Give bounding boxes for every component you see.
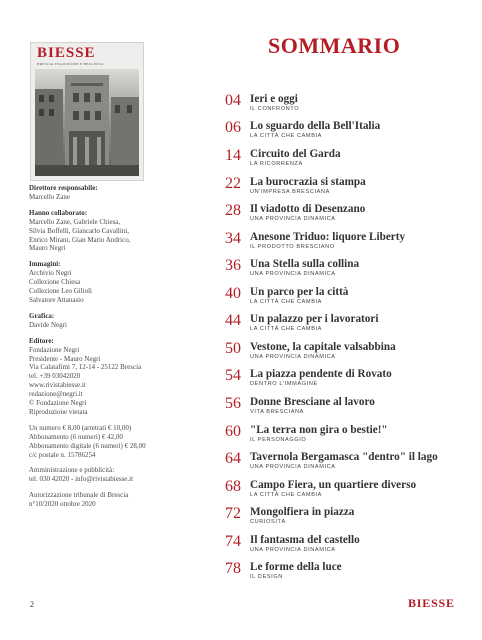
- toc-category: LA CITTÀ CHE CAMBIA: [250, 492, 323, 498]
- toc-entry[interactable]: [205, 175, 465, 199]
- toc-title: Un parco per la città: [250, 286, 349, 298]
- cover-subtitle: BRESCIA TRADIZIONE E BELLEZZA: [37, 62, 104, 66]
- toc-page-number: 54: [225, 367, 241, 384]
- toc-entry[interactable]: [205, 202, 465, 226]
- toc-category: UNA PROVINCIA DINAMICA: [250, 354, 336, 360]
- toc-page-number: 78: [225, 560, 241, 577]
- toc-title: La piazza pendente di Rovato: [250, 368, 392, 380]
- toc-title: Il fantasma del castello: [250, 534, 360, 546]
- toc-title: La burocrazia si stampa: [250, 176, 366, 188]
- toc-page-number: 28: [225, 202, 241, 219]
- toc-page-number: 56: [225, 395, 241, 412]
- toc-category: VITA BRESCIANA: [250, 409, 304, 415]
- images-line: Archivio Negri: [29, 269, 72, 278]
- toc-title: Circuito del Garda: [250, 148, 341, 160]
- toc-page-number: 60: [225, 423, 241, 440]
- publisher-label: Editore:: [29, 336, 54, 345]
- publisher-line: tel. +39 03042020: [29, 372, 81, 381]
- toc-category: LA CITTÀ CHE CAMBIA: [250, 326, 323, 332]
- authorization-line: n°10/2020 ottobre 2020: [29, 500, 96, 509]
- magazine-logo: BIESSE: [408, 596, 455, 610]
- toc-entry[interactable]: [205, 340, 465, 364]
- toc-page-number: 68: [225, 478, 241, 495]
- page-title: SOMMARIO: [268, 33, 401, 58]
- toc-entry[interactable]: [205, 423, 465, 447]
- toc-category: LA CITTÀ CHE CAMBIA: [250, 133, 323, 139]
- publisher-line: Presidente - Mauro Negri: [29, 354, 101, 363]
- toc-entry[interactable]: [205, 450, 465, 474]
- toc-title: Donne Bresciane al lavoro: [250, 396, 375, 408]
- toc-entry[interactable]: [205, 395, 465, 419]
- toc-title: Una Stella sulla collina: [250, 258, 360, 270]
- images-line: Collezione Leo Gilioli: [29, 287, 92, 296]
- toc-entry[interactable]: [205, 312, 465, 336]
- price-line: Un numero € 8,00 (arretrati € 10,00): [29, 423, 132, 432]
- toc-category: UNA PROVINCIA DINAMICA: [250, 216, 336, 222]
- graphics-label: Grafica:: [29, 311, 55, 320]
- publisher-line: redazione@negri.it: [29, 390, 83, 399]
- toc-entry[interactable]: [205, 478, 465, 502]
- toc-category: UN'IMPRESA BRESCIANA: [250, 189, 330, 195]
- toc-title: Un palazzo per i lavoratori: [250, 313, 379, 325]
- publisher-line: www.rivistabiesse.it: [29, 381, 86, 390]
- toc-category: UNA PROVINCIA DINAMICA: [250, 464, 336, 470]
- collaborators-line: Marcello Zane, Gabriele Chiesa,: [29, 217, 121, 226]
- toc-title: Lo sguardo della Bell'Italia: [250, 120, 381, 132]
- cover-photo: [35, 69, 139, 176]
- toc-page-number: 44: [225, 312, 241, 329]
- page-number: 2: [30, 600, 34, 609]
- toc-category: LA CITTÀ CHE CAMBIA: [250, 299, 323, 305]
- toc-title: Vestone, la capitale valsabbina: [250, 341, 396, 353]
- director-name: Marcello Zane: [29, 192, 71, 201]
- toc-page-number: 40: [225, 285, 241, 302]
- toc-category: CURIOSITÀ: [250, 519, 286, 525]
- images-label: Immagini:: [29, 260, 61, 269]
- toc-entry[interactable]: [205, 367, 465, 391]
- toc-page-number: 74: [225, 533, 241, 550]
- toc-page-number: 22: [225, 175, 241, 192]
- toc-page-number: 50: [225, 340, 241, 357]
- toc-category: LA RICORRENZA: [250, 161, 303, 167]
- toc-page-number: 04: [225, 92, 241, 109]
- admin-line: tel. 030 42020 - info@rivistabiesse.it: [29, 475, 134, 484]
- price-line: Abbonamento digitale (6 numeri) € 28,00: [29, 441, 146, 450]
- toc-title: Tavernola Bergamasca "dentro" il lago: [250, 451, 438, 463]
- cover-title: BIESSE: [37, 45, 96, 61]
- toc-category: IL PRODOTTO BRESCIANO: [250, 244, 335, 250]
- toc-category: UNA PROVINCIA DINAMICA: [250, 271, 336, 277]
- publisher-line: Fondazione Negri: [29, 345, 80, 354]
- toc-entry[interactable]: [205, 92, 465, 116]
- toc-entry[interactable]: [205, 285, 465, 309]
- admin-line: Amministrazione e pubblicità:: [29, 466, 115, 475]
- collaborators-line: Enrico Mirani, Gian Mario Andrico,: [29, 235, 131, 244]
- collaborators-line: Silvia Boffelli, Giancarlo Cavallini,: [29, 226, 129, 235]
- toc-page-number: 14: [225, 147, 241, 164]
- toc-category: UNA PROVINCIA DINAMICA: [250, 547, 336, 553]
- toc-page-number: 72: [225, 505, 241, 522]
- cover-thumbnail: [30, 42, 144, 181]
- toc-title: Ieri e oggi: [250, 93, 298, 105]
- toc-page-number: 36: [225, 257, 241, 274]
- toc-entry[interactable]: [205, 560, 465, 584]
- credits-column: [29, 184, 164, 509]
- toc-entry[interactable]: [205, 505, 465, 529]
- toc-entry[interactable]: [205, 257, 465, 281]
- director-label: Direttore responsabile:: [29, 184, 98, 192]
- toc-title: Mongolfiera in piazza: [250, 506, 355, 518]
- collaborators-label: Hanno collaborato:: [29, 208, 88, 217]
- toc-title: "La terra non gira o bestie!": [250, 424, 388, 436]
- price-line: Abbonamento (6 numeri) € 42,00: [29, 432, 123, 441]
- images-line: Collezione Chiesa: [29, 278, 81, 287]
- toc-category: IL PERSONAGGIO: [250, 437, 307, 443]
- toc-category: IL DESIGN: [250, 574, 283, 580]
- toc-entry[interactable]: [205, 533, 465, 557]
- toc-entry[interactable]: [205, 119, 465, 143]
- toc-category: DENTRO L'IMMAGINE: [250, 381, 318, 387]
- toc-title: Il viadotto di Desenzano: [250, 203, 366, 215]
- publisher-line: Riproduzione vietata: [29, 407, 88, 416]
- images-line: Salvatore Attanasio: [29, 295, 84, 304]
- toc-category: IL CONFRONTO: [250, 106, 300, 112]
- authorization-line: Autorizzazione tribunale di Brescia: [29, 491, 129, 500]
- collaborators-line: Mauro Negri: [29, 244, 66, 253]
- toc-title: Campo Fiera, un quartiere diverso: [250, 479, 417, 491]
- toc-page-number: 34: [225, 230, 241, 247]
- publisher-line: © Fondazione Negri: [29, 399, 87, 408]
- toc-title: Le forme della luce: [250, 561, 342, 573]
- toc-entry[interactable]: [205, 230, 465, 254]
- toc-page-number: 06: [225, 119, 241, 136]
- publisher-line: Via Calatafimi 7, 12-14 - 25122 Brescia: [29, 363, 142, 372]
- toc-page-number: 64: [225, 450, 241, 467]
- toc-entry[interactable]: [205, 147, 465, 171]
- toc-title: Anesone Triduo: liquore Liberty: [250, 231, 406, 243]
- price-line: c/c postale n. 15786254: [29, 450, 96, 459]
- graphics-name: Davide Negri: [29, 320, 67, 329]
